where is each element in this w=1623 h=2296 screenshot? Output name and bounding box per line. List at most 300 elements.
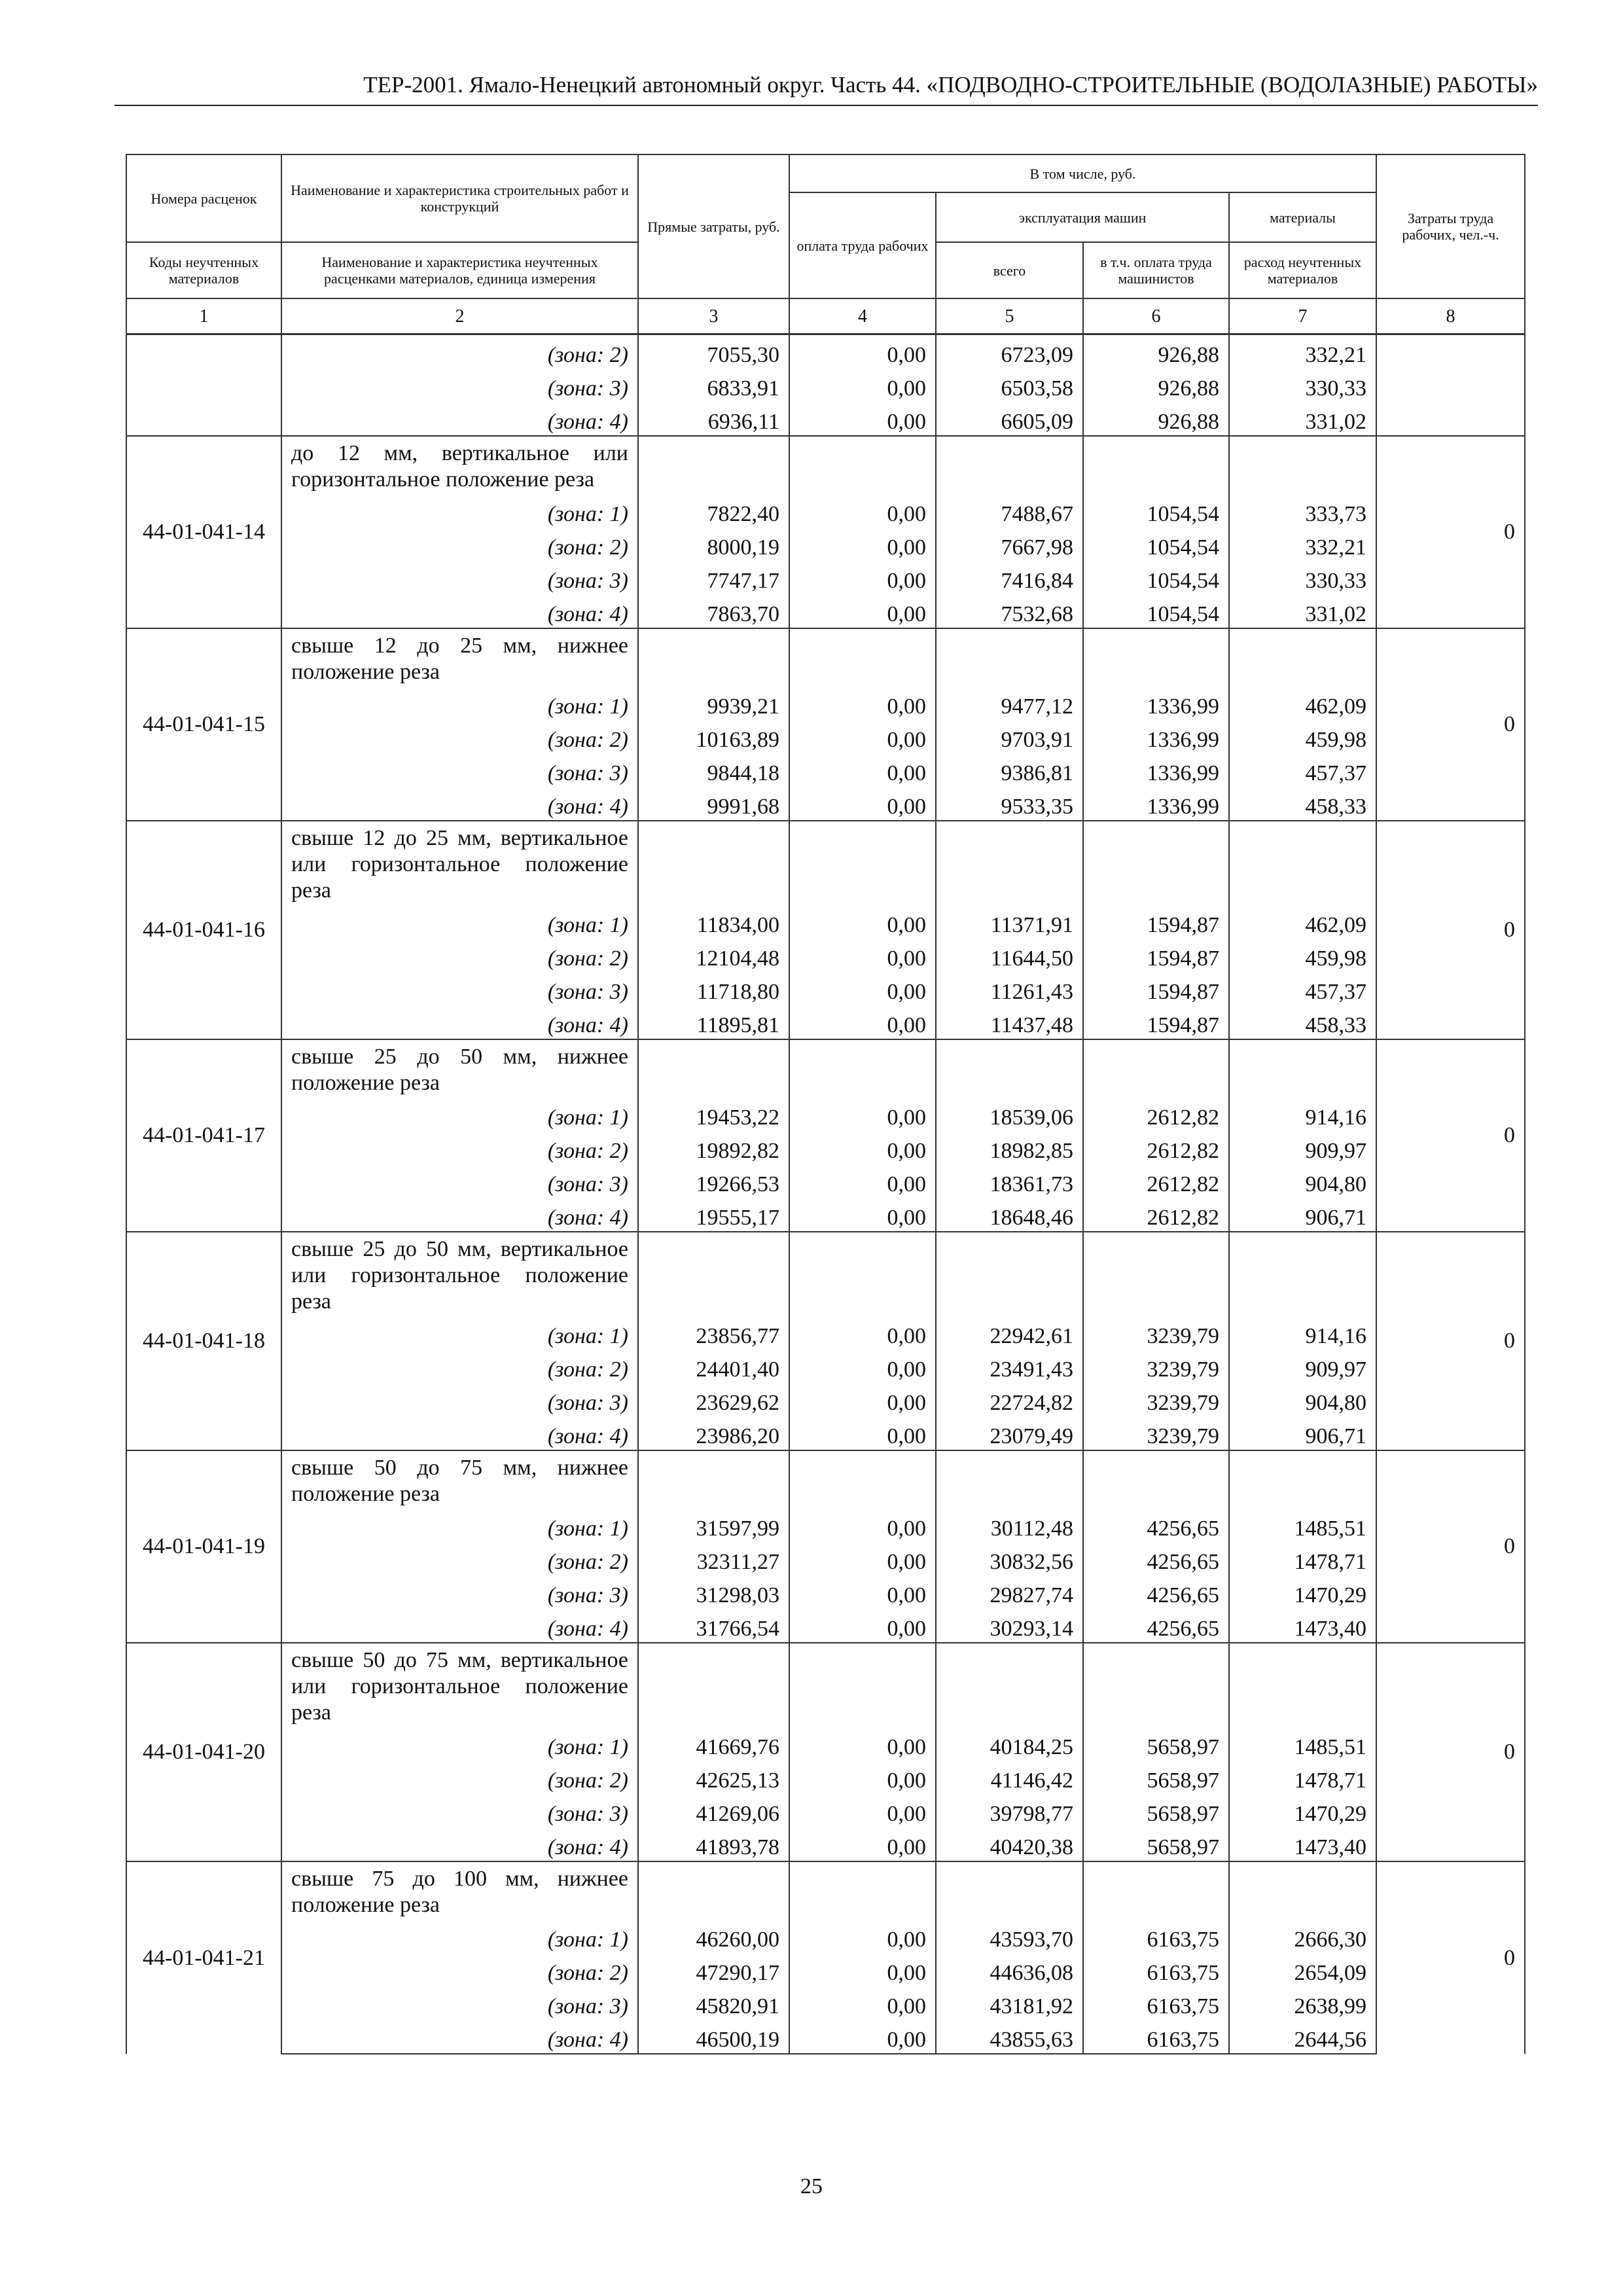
header-unaccounted-materials: расход неучтенных материалов: [1229, 242, 1376, 298]
direct-cost-cell: 9991,68: [638, 787, 789, 821]
work-description: свыше 25 до 50 мм, нижнее положение реза: [281, 1039, 638, 1098]
rate-code: 44-01-041-17: [126, 1039, 281, 1232]
worker-pay-cell: 0,00: [789, 334, 936, 369]
table-row: [126, 1827, 1525, 1861]
worker-pay-cell: 0,00: [789, 1575, 936, 1609]
table-row: [126, 1609, 1525, 1643]
empty-cell: [1083, 1861, 1229, 1920]
direct-cost-cell: 8000,19: [638, 528, 789, 561]
empty-cell: [1083, 821, 1229, 905]
empty-cell: [638, 821, 789, 905]
empty-cell: [789, 1861, 936, 1920]
empty-cell: [1083, 1039, 1229, 1098]
operator-pay-cell: 4256,65: [1083, 1575, 1229, 1609]
zone-label: (зона: 4): [281, 402, 638, 436]
worker-pay-cell: 0,00: [789, 494, 936, 528]
empty-cell: [789, 821, 936, 905]
direct-cost-cell: 41669,76: [638, 1727, 789, 1761]
empty-cell: [1083, 1643, 1229, 1727]
table-row: [126, 368, 1525, 402]
machines-total-cell: 30112,48: [936, 1509, 1083, 1542]
empty-cell: [638, 436, 789, 494]
worker-pay-cell: 0,00: [789, 1727, 936, 1761]
table-row: [126, 494, 1525, 528]
machines-total-cell: 30293,14: [936, 1609, 1083, 1643]
table-row: [126, 1794, 1525, 1827]
direct-cost-cell: 31298,03: [638, 1575, 789, 1609]
empty-cell: [936, 628, 1083, 687]
zone-label: (зона: 3): [281, 1575, 638, 1609]
zone-label: (зона: 3): [281, 561, 638, 594]
materials-cell: 2666,30: [1229, 1920, 1376, 1953]
materials-cell: 1470,29: [1229, 1575, 1376, 1609]
header-material-names: Наименование и характеристика неучтенных расценками материалов, единица измерения: [281, 242, 638, 298]
materials-cell: 332,21: [1229, 528, 1376, 561]
empty-cell: [638, 1232, 789, 1316]
operator-pay-cell: 4256,65: [1083, 1509, 1229, 1542]
zone-label: (зона: 1): [281, 1509, 638, 1542]
zone-label: (зона: 3): [281, 972, 638, 1005]
empty-cell: [1229, 821, 1376, 905]
table-row: [126, 2020, 1525, 2054]
direct-cost-cell: 9939,21: [638, 687, 789, 720]
empty-cell: [936, 1039, 1083, 1098]
table-row: [126, 1542, 1525, 1575]
operator-pay-cell: 5658,97: [1083, 1727, 1229, 1761]
column-number: 1: [126, 298, 281, 334]
machines-total-cell: 18648,46: [936, 1198, 1083, 1232]
labor-cost: 0: [1376, 1232, 1525, 1450]
operator-pay-cell: 1336,99: [1083, 787, 1229, 821]
empty-cell: [1229, 1861, 1376, 1920]
header-machines: эксплуатация машин: [936, 192, 1229, 242]
machines-total-cell: 6605,09: [936, 402, 1083, 436]
header-labor-costs: Затраты труда рабочих, чел.-ч.: [1376, 154, 1525, 298]
empty-cell: [638, 1643, 789, 1727]
rate-code-cell: [126, 334, 281, 369]
worker-pay-cell: 0,00: [789, 787, 936, 821]
worker-pay-cell: 0,00: [789, 1986, 936, 2020]
table-row: [126, 628, 1525, 687]
table-row: [126, 1316, 1525, 1350]
operator-pay-cell: 3239,79: [1083, 1416, 1229, 1450]
direct-cost-cell: 19555,17: [638, 1198, 789, 1232]
operator-pay-cell: 6163,75: [1083, 1920, 1229, 1953]
rate-code: 44-01-041-20: [126, 1643, 281, 1861]
worker-pay-cell: 0,00: [789, 1198, 936, 1232]
materials-cell: 906,71: [1229, 1198, 1376, 1232]
operator-pay-cell: 1594,87: [1083, 972, 1229, 1005]
materials-cell: 1478,71: [1229, 1761, 1376, 1794]
table-row: [126, 1416, 1525, 1450]
worker-pay-cell: 0,00: [789, 1131, 936, 1164]
worker-pay-cell: 0,00: [789, 753, 936, 787]
operator-pay-cell: 5658,97: [1083, 1794, 1229, 1827]
operator-pay-cell: 2612,82: [1083, 1164, 1229, 1198]
operator-pay-cell: 5658,97: [1083, 1761, 1229, 1794]
empty-cell: [789, 1643, 936, 1727]
empty-cell: [936, 821, 1083, 905]
worker-pay-cell: 0,00: [789, 1761, 936, 1794]
direct-cost-cell: 31597,99: [638, 1509, 789, 1542]
table-row: [126, 720, 1525, 753]
empty-cell: [936, 1861, 1083, 1920]
table-row: [126, 1643, 1525, 1727]
work-description: свыше 25 до 50 мм, вертикальное или горизонтальное положение реза: [281, 1232, 638, 1316]
labor-cost: 0: [1376, 1643, 1525, 1861]
worker-pay-cell: 0,00: [789, 1383, 936, 1416]
operator-pay-cell: 926,88: [1083, 334, 1229, 369]
direct-cost-cell: 7822,40: [638, 494, 789, 528]
work-description: свыше 50 до 75 мм, нижнее положение реза: [281, 1450, 638, 1509]
table-row: [126, 334, 1525, 369]
materials-cell: 1478,71: [1229, 1542, 1376, 1575]
rate-code: 44-01-041-21: [126, 1861, 281, 2054]
materials-cell: 914,16: [1229, 1316, 1376, 1350]
zone-label: (зона: 3): [281, 1383, 638, 1416]
materials-cell: 2654,09: [1229, 1953, 1376, 1986]
table-row: [126, 1164, 1525, 1198]
column-numbers-row: [126, 298, 1525, 334]
machines-total-cell: 7667,98: [936, 528, 1083, 561]
table-row: [126, 1986, 1525, 2020]
worker-pay-cell: 0,00: [789, 1316, 936, 1350]
zone-label: (зона: 1): [281, 687, 638, 720]
direct-cost-cell: 31766,54: [638, 1609, 789, 1643]
direct-cost-cell: 7055,30: [638, 334, 789, 369]
machines-total-cell: 9533,35: [936, 787, 1083, 821]
direct-cost-cell: 10163,89: [638, 720, 789, 753]
work-description: свыше 75 до 100 мм, нижнее положение реза: [281, 1861, 638, 1920]
table-row: [126, 1575, 1525, 1609]
machines-total-cell: 22724,82: [936, 1383, 1083, 1416]
column-number: 3: [638, 298, 789, 334]
table-row: [126, 1232, 1525, 1316]
materials-cell: 458,33: [1229, 787, 1376, 821]
column-number: 7: [1229, 298, 1376, 334]
operator-pay-cell: 1594,87: [1083, 939, 1229, 972]
table-row: [126, 1098, 1525, 1131]
running-header: ТЕР-2001. Ямало-Ненецкий автономный округ. Часть 44. «ПОДВОДНО-СТРОИТЕЛЬНЫЕ (ВОДОЛАЗНЫЕ) РАБОТЫ»: [115, 71, 1538, 106]
column-number: 4: [789, 298, 936, 334]
rate-code: 44-01-041-16: [126, 821, 281, 1039]
operator-pay-cell: 6163,75: [1083, 2020, 1229, 2054]
worker-pay-cell: 0,00: [789, 528, 936, 561]
zone-label: (зона: 4): [281, 594, 638, 628]
worker-pay-cell: 0,00: [789, 2020, 936, 2054]
table-row: [126, 1761, 1525, 1794]
materials-cell: 1473,40: [1229, 1609, 1376, 1643]
table-row: [126, 1861, 1525, 1920]
column-number: 2: [281, 298, 638, 334]
operator-pay-cell: 926,88: [1083, 402, 1229, 436]
materials-cell: 904,80: [1229, 1164, 1376, 1198]
machines-total-cell: 22942,61: [936, 1316, 1083, 1350]
table-row: [126, 1727, 1525, 1761]
materials-cell: 462,09: [1229, 905, 1376, 939]
operator-pay-cell: 5658,97: [1083, 1827, 1229, 1861]
table-row: [126, 1131, 1525, 1164]
work-description: свыше 12 до 25 мм, нижнее положение реза: [281, 628, 638, 687]
machines-total-cell: 7416,84: [936, 561, 1083, 594]
table-row: [126, 972, 1525, 1005]
empty-cell: [936, 436, 1083, 494]
machines-total-cell: 9703,91: [936, 720, 1083, 753]
table-body: [126, 334, 1525, 2054]
zone-label: (зона: 2): [281, 939, 638, 972]
operator-pay-cell: 2612,82: [1083, 1131, 1229, 1164]
worker-pay-cell: 0,00: [789, 939, 936, 972]
rate-code: 44-01-041-14: [126, 436, 281, 628]
zone-label: (зона: 1): [281, 1727, 638, 1761]
zone-label: (зона: 4): [281, 1416, 638, 1450]
table-row: [126, 939, 1525, 972]
empty-cell: [1229, 1039, 1376, 1098]
worker-pay-cell: 0,00: [789, 1794, 936, 1827]
operator-pay-cell: 1336,99: [1083, 687, 1229, 720]
machines-total-cell: 41146,42: [936, 1761, 1083, 1794]
empty-cell: [936, 1643, 1083, 1727]
direct-cost-cell: 6833,91: [638, 368, 789, 402]
worker-pay-cell: 0,00: [789, 1350, 936, 1383]
operator-pay-cell: 1054,54: [1083, 494, 1229, 528]
direct-cost-cell: 23856,77: [638, 1316, 789, 1350]
empty-cell: [789, 436, 936, 494]
operator-pay-cell: 1054,54: [1083, 528, 1229, 561]
operator-pay-cell: 1594,87: [1083, 1005, 1229, 1039]
zone-label: (зона: 2): [281, 720, 638, 753]
rate-code: 44-01-041-15: [126, 628, 281, 821]
direct-cost-cell: 11834,00: [638, 905, 789, 939]
machines-total-cell: 6723,09: [936, 334, 1083, 369]
direct-cost-cell: 9844,18: [638, 753, 789, 787]
worker-pay-cell: 0,00: [789, 402, 936, 436]
machines-total-cell: 23079,49: [936, 1416, 1083, 1450]
materials-cell: 457,37: [1229, 972, 1376, 1005]
zone-label: (зона: 1): [281, 1920, 638, 1953]
machines-total-cell: 9386,81: [936, 753, 1083, 787]
rate-code: 44-01-041-19: [126, 1450, 281, 1643]
direct-cost-cell: 32311,27: [638, 1542, 789, 1575]
labor-cost-cell: [1376, 368, 1525, 402]
machines-total-cell: 18361,73: [936, 1164, 1083, 1198]
direct-cost-cell: 41893,78: [638, 1827, 789, 1861]
work-description: свыше 50 до 75 мм, вертикальное или горизонтальное положение реза: [281, 1643, 638, 1727]
materials-cell: 332,21: [1229, 334, 1376, 369]
labor-cost: 0: [1376, 1861, 1525, 2054]
table-row: [126, 1005, 1525, 1039]
labor-cost: 0: [1376, 628, 1525, 821]
machines-total-cell: 30832,56: [936, 1542, 1083, 1575]
worker-pay-cell: 0,00: [789, 972, 936, 1005]
worker-pay-cell: 0,00: [789, 1416, 936, 1450]
direct-cost-cell: 19453,22: [638, 1098, 789, 1131]
worker-pay-cell: 0,00: [789, 687, 936, 720]
direct-cost-cell: 23629,62: [638, 1383, 789, 1416]
zone-label: (зона: 2): [281, 1350, 638, 1383]
worker-pay-cell: 0,00: [789, 594, 936, 628]
zone-label: (зона: 3): [281, 1986, 638, 2020]
empty-cell: [638, 628, 789, 687]
operator-pay-cell: 1054,54: [1083, 594, 1229, 628]
materials-cell: 457,37: [1229, 753, 1376, 787]
worker-pay-cell: 0,00: [789, 1164, 936, 1198]
header-material-codes: Коды неучтенных материалов: [126, 242, 281, 298]
machines-total-cell: 7488,67: [936, 494, 1083, 528]
direct-cost-cell: 41269,06: [638, 1794, 789, 1827]
table-row: [126, 436, 1525, 494]
materials-cell: 909,97: [1229, 1131, 1376, 1164]
operator-pay-cell: 926,88: [1083, 368, 1229, 402]
operator-pay-cell: 3239,79: [1083, 1316, 1229, 1350]
empty-cell: [789, 1232, 936, 1316]
operator-pay-cell: 6163,75: [1083, 1986, 1229, 2020]
worker-pay-cell: 0,00: [789, 1542, 936, 1575]
operator-pay-cell: 4256,65: [1083, 1609, 1229, 1643]
machines-total-cell: 39798,77: [936, 1794, 1083, 1827]
table-row: [126, 787, 1525, 821]
zone-label: (зона: 3): [281, 1794, 638, 1827]
empty-cell: [1229, 1450, 1376, 1509]
materials-cell: 331,02: [1229, 594, 1376, 628]
materials-cell: 909,97: [1229, 1350, 1376, 1383]
rate-code-cell: [126, 368, 281, 402]
machines-total-cell: 40184,25: [936, 1727, 1083, 1761]
empty-cell: [1083, 1232, 1229, 1316]
table-row: [126, 753, 1525, 787]
operator-pay-cell: 2612,82: [1083, 1198, 1229, 1232]
machines-total-cell: 43181,92: [936, 1986, 1083, 2020]
labor-cost: 0: [1376, 1039, 1525, 1232]
table-row: [126, 528, 1525, 561]
machines-total-cell: 11261,43: [936, 972, 1083, 1005]
empty-cell: [1083, 436, 1229, 494]
direct-cost-cell: 45820,91: [638, 1986, 789, 2020]
empty-cell: [638, 1039, 789, 1098]
zone-label: (зона: 3): [281, 753, 638, 787]
direct-cost-cell: 19892,82: [638, 1131, 789, 1164]
rates-table-wrapper: [126, 154, 1524, 2054]
machines-total-cell: 18539,06: [936, 1098, 1083, 1131]
direct-cost-cell: 46260,00: [638, 1920, 789, 1953]
zone-label: (зона: 2): [281, 1761, 638, 1794]
table-row: [126, 1039, 1525, 1098]
table-row: [126, 687, 1525, 720]
operator-pay-cell: 3239,79: [1083, 1383, 1229, 1416]
work-description: свыше 12 до 25 мм, вертикальное или горизонтальное положение реза: [281, 821, 638, 905]
materials-cell: 458,33: [1229, 1005, 1376, 1039]
direct-cost-cell: 11718,80: [638, 972, 789, 1005]
labor-cost: 0: [1376, 821, 1525, 1039]
operator-pay-cell: 1594,87: [1083, 905, 1229, 939]
work-description: до 12 мм, вертикальное или горизонтальное положение реза: [281, 436, 638, 494]
materials-cell: 330,33: [1229, 368, 1376, 402]
machines-total-cell: 6503,58: [936, 368, 1083, 402]
header-materials: материалы: [1229, 192, 1376, 242]
worker-pay-cell: 0,00: [789, 720, 936, 753]
table-row: [126, 905, 1525, 939]
header-direct-costs: Прямые затраты, руб.: [638, 154, 789, 298]
empty-cell: [1229, 436, 1376, 494]
zone-label: (зона: 2): [281, 1953, 638, 1986]
materials-cell: 459,98: [1229, 720, 1376, 753]
header-work-name: Наименование и характеристика строительных работ и конструкций: [281, 154, 638, 242]
direct-cost-cell: 6936,11: [638, 402, 789, 436]
table-row: [126, 1920, 1525, 1953]
worker-pay-cell: 0,00: [789, 1953, 936, 1986]
operator-pay-cell: 6163,75: [1083, 1953, 1229, 1986]
table-row: [126, 1953, 1525, 1986]
header-worker-pay: оплата труда рабочих: [789, 192, 936, 298]
direct-cost-cell: 46500,19: [638, 2020, 789, 2054]
direct-cost-cell: 19266,53: [638, 1164, 789, 1198]
zone-label: (зона: 2): [281, 528, 638, 561]
materials-cell: 333,73: [1229, 494, 1376, 528]
zone-label: (зона: 4): [281, 2020, 638, 2054]
zone-label: (зона: 4): [281, 1005, 638, 1039]
empty-cell: [1083, 628, 1229, 687]
machines-total-cell: 11644,50: [936, 939, 1083, 972]
column-number: 6: [1083, 298, 1229, 334]
labor-cost: 0: [1376, 1450, 1525, 1643]
empty-cell: [789, 1450, 936, 1509]
machines-total-cell: 23491,43: [936, 1350, 1083, 1383]
materials-cell: 904,80: [1229, 1383, 1376, 1416]
empty-cell: [638, 1861, 789, 1920]
table-row: [126, 402, 1525, 436]
direct-cost-cell: 23986,20: [638, 1416, 789, 1450]
table-row: [126, 1198, 1525, 1232]
rate-code-cell: [126, 402, 281, 436]
zone-label: (зона: 1): [281, 905, 638, 939]
direct-cost-cell: 12104,48: [638, 939, 789, 972]
worker-pay-cell: 0,00: [789, 1609, 936, 1643]
materials-cell: 1485,51: [1229, 1509, 1376, 1542]
operator-pay-cell: 1054,54: [1083, 561, 1229, 594]
zone-label: (зона: 2): [281, 1131, 638, 1164]
operator-pay-cell: 1336,99: [1083, 753, 1229, 787]
labor-cost-cell: [1376, 402, 1525, 436]
empty-cell: [789, 1039, 936, 1098]
machines-total-cell: 11437,48: [936, 1005, 1083, 1039]
materials-cell: 459,98: [1229, 939, 1376, 972]
table-row: [126, 594, 1525, 628]
operator-pay-cell: 4256,65: [1083, 1542, 1229, 1575]
empty-cell: [638, 1450, 789, 1509]
machines-total-cell: 9477,12: [936, 687, 1083, 720]
empty-cell: [1083, 1450, 1229, 1509]
zone-label: (зона: 1): [281, 1098, 638, 1131]
operator-pay-cell: 3239,79: [1083, 1350, 1229, 1383]
machines-total-cell: 29827,74: [936, 1575, 1083, 1609]
zone-label: (зона: 4): [281, 787, 638, 821]
materials-cell: 1473,40: [1229, 1827, 1376, 1861]
worker-pay-cell: 0,00: [789, 1827, 936, 1861]
worker-pay-cell: 0,00: [789, 561, 936, 594]
empty-cell: [1229, 628, 1376, 687]
direct-cost-cell: 7747,17: [638, 561, 789, 594]
worker-pay-cell: 0,00: [789, 905, 936, 939]
worker-pay-cell: 0,00: [789, 1920, 936, 1953]
header-operator-pay: в т.ч. оплата труда машинистов: [1083, 242, 1229, 298]
machines-total-cell: 40420,38: [936, 1827, 1083, 1861]
zone-label: (зона: 3): [281, 1164, 638, 1198]
zone-label: (зона: 4): [281, 1827, 638, 1861]
table-header: [126, 154, 1525, 334]
materials-cell: 462,09: [1229, 687, 1376, 720]
materials-cell: 906,71: [1229, 1416, 1376, 1450]
materials-cell: 2638,99: [1229, 1986, 1376, 2020]
